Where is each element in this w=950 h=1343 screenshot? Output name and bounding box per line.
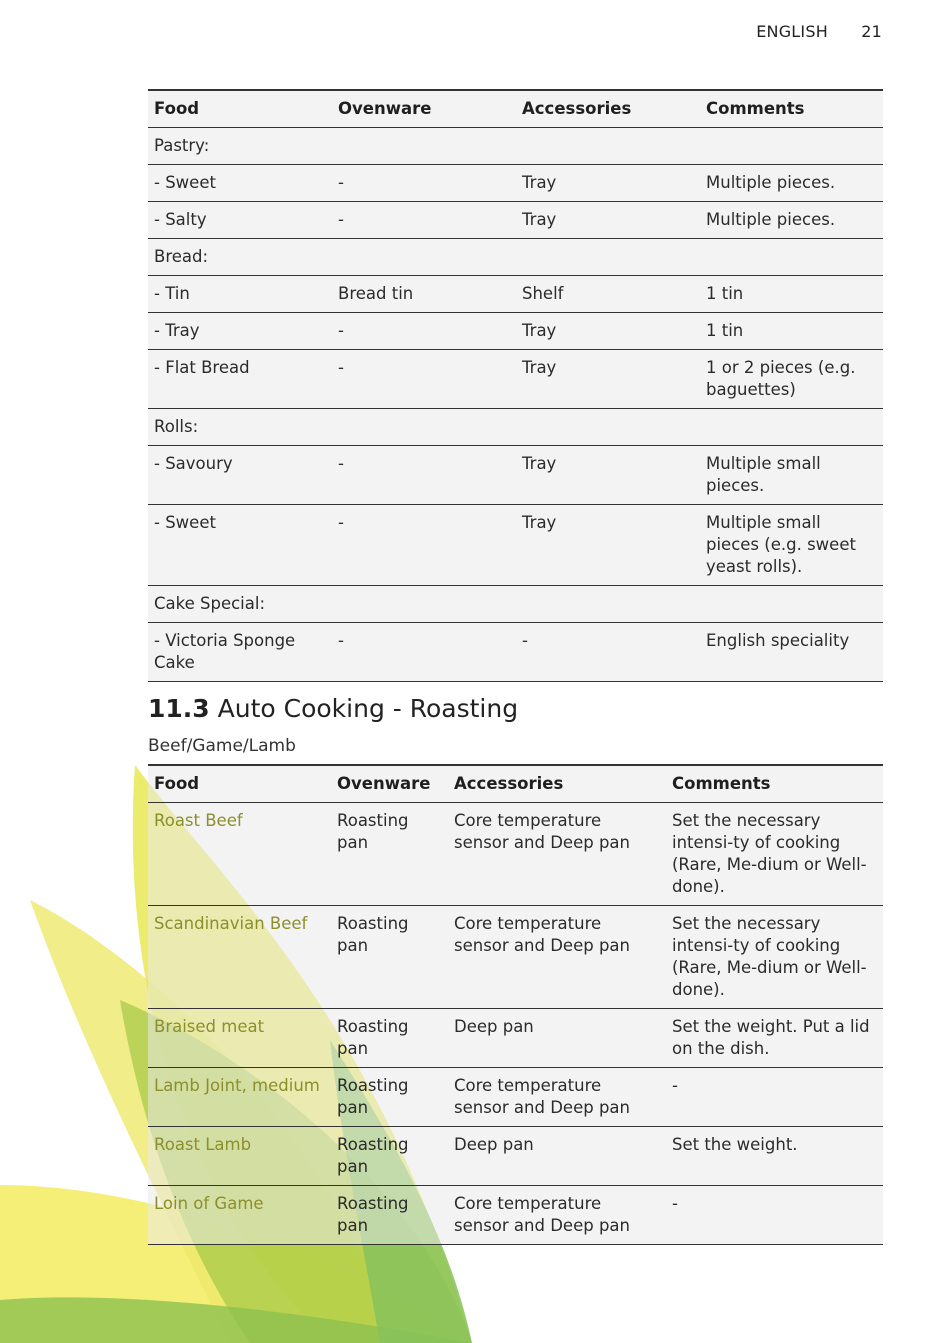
table-row (148, 276, 883, 313)
table-cell: - Victoria Sponge Cake (148, 623, 332, 682)
page-header (756, 22, 882, 41)
table-cell: - (332, 623, 516, 682)
table-cell (516, 239, 700, 276)
table-row (148, 623, 883, 682)
table-cell: Lamb Joint, medium (148, 1068, 331, 1127)
section-subtitle: Beef/Game/Lamb (148, 736, 296, 756)
table-row (148, 128, 883, 165)
section-title (148, 694, 518, 723)
table-cell (700, 409, 883, 446)
table-cell: - Sweet (148, 165, 332, 202)
column-header: Comments (700, 90, 883, 128)
column-header: Ovenware (332, 90, 516, 128)
table-cell: - (332, 505, 516, 586)
column-header: Ovenware (331, 765, 448, 803)
column-header: Food (148, 765, 331, 803)
table-cell: - (332, 446, 516, 505)
table-cell: Set the weight. (666, 1127, 883, 1186)
table-cell (332, 239, 516, 276)
table-cell: Rolls: (148, 409, 332, 446)
table-row (148, 446, 883, 505)
table-cell: Shelf (516, 276, 700, 313)
table-cell: Roast Lamb (148, 1127, 331, 1186)
table-cell: - (332, 350, 516, 409)
table-cell: Core temperature sensor and Deep pan (448, 906, 666, 1009)
table-row (148, 1127, 883, 1186)
table-cell: Roasting pan (331, 1127, 448, 1186)
page-number: 21 (861, 22, 882, 41)
table-cell: Core temperature sensor and Deep pan (448, 1186, 666, 1245)
table-cell: 1 or 2 pieces (e.g. baguettes) (700, 350, 883, 409)
table-cell: Roasting pan (331, 1068, 448, 1127)
table-row (148, 1009, 883, 1068)
column-header: Accessories (448, 765, 666, 803)
table-cell: - (332, 202, 516, 239)
table-header-row (148, 765, 883, 803)
table-row (148, 350, 883, 409)
table-cell (516, 128, 700, 165)
table-cell: Tray (516, 446, 700, 505)
table-cell: Bread tin (332, 276, 516, 313)
table-row (148, 409, 883, 446)
table-cell: Core temperature sensor and Deep pan (448, 1068, 666, 1127)
column-header: Food (148, 90, 332, 128)
table-cell: Tray (516, 202, 700, 239)
table-cell: Roasting pan (331, 1186, 448, 1245)
table-cell: Braised meat (148, 1009, 331, 1068)
table-cell: Bread: (148, 239, 332, 276)
section-number: 11.3 (148, 694, 210, 723)
table-cell: - Flat Bread (148, 350, 332, 409)
table-cell: Deep pan (448, 1127, 666, 1186)
table-row (148, 803, 883, 906)
table-cell: Set the weight. Put a lid on the dish. (666, 1009, 883, 1068)
table-cell: Tray (516, 313, 700, 350)
table-cell (332, 409, 516, 446)
table-row (148, 202, 883, 239)
table-row (148, 313, 883, 350)
table-header-row (148, 90, 883, 128)
header-language: ENGLISH (756, 22, 828, 41)
table-cell: Set the necessary intensi-ty of cooking (Rare, Me-dium or Well-done). (666, 906, 883, 1009)
table-cell: Multiple small pieces. (700, 446, 883, 505)
table-row (148, 239, 883, 276)
table-cell: English speciality (700, 623, 883, 682)
table-cell (700, 128, 883, 165)
table-cell: Multiple pieces. (700, 202, 883, 239)
table-cell (332, 586, 516, 623)
table-cell: Roasting pan (331, 906, 448, 1009)
table-cell: Pastry: (148, 128, 332, 165)
table-cell: - (332, 165, 516, 202)
table-row (148, 1186, 883, 1245)
table-row (148, 1068, 883, 1127)
table-cell: - Tray (148, 313, 332, 350)
table-cell: - (332, 313, 516, 350)
table-cell (700, 239, 883, 276)
table-cell (332, 128, 516, 165)
table-row (148, 505, 883, 586)
table-cell: Roasting pan (331, 803, 448, 906)
table-cell: Set the necessary intensi-ty of cooking (Rare, Me-dium or Well-done). (666, 803, 883, 906)
column-header: Comments (666, 765, 883, 803)
table-cell: - Tin (148, 276, 332, 313)
table-cell (700, 586, 883, 623)
table-cell: Roasting pan (331, 1009, 448, 1068)
table-cell: Core temperature sensor and Deep pan (448, 803, 666, 906)
table-cell: Tray (516, 350, 700, 409)
table-cell (516, 586, 700, 623)
table-cell: - (666, 1186, 883, 1245)
table-cell: 1 tin (700, 313, 883, 350)
table-cell (516, 409, 700, 446)
table-row (148, 906, 883, 1009)
table-cell: - Savoury (148, 446, 332, 505)
table-cell: Multiple pieces. (700, 165, 883, 202)
table-cell: Loin of Game (148, 1186, 331, 1245)
table-cell: 1 tin (700, 276, 883, 313)
table-cell: - (516, 623, 700, 682)
table-cell: Deep pan (448, 1009, 666, 1068)
table-cell: Tray (516, 505, 700, 586)
table-cell: Scandinavian Beef (148, 906, 331, 1009)
table-cell: - Salty (148, 202, 332, 239)
section-title-text: Auto Cooking - Roasting (217, 694, 519, 723)
table-cell: Tray (516, 165, 700, 202)
table-cell: Roast Beef (148, 803, 331, 906)
table-row (148, 165, 883, 202)
table-cell: Multiple small pieces (e.g. sweet yeast rolls). (700, 505, 883, 586)
column-header: Accessories (516, 90, 700, 128)
baking-table (148, 89, 883, 682)
roasting-table (148, 764, 883, 1245)
table-cell: - (666, 1068, 883, 1127)
table-cell: Cake Special: (148, 586, 332, 623)
table-cell: - Sweet (148, 505, 332, 586)
table-row (148, 586, 883, 623)
